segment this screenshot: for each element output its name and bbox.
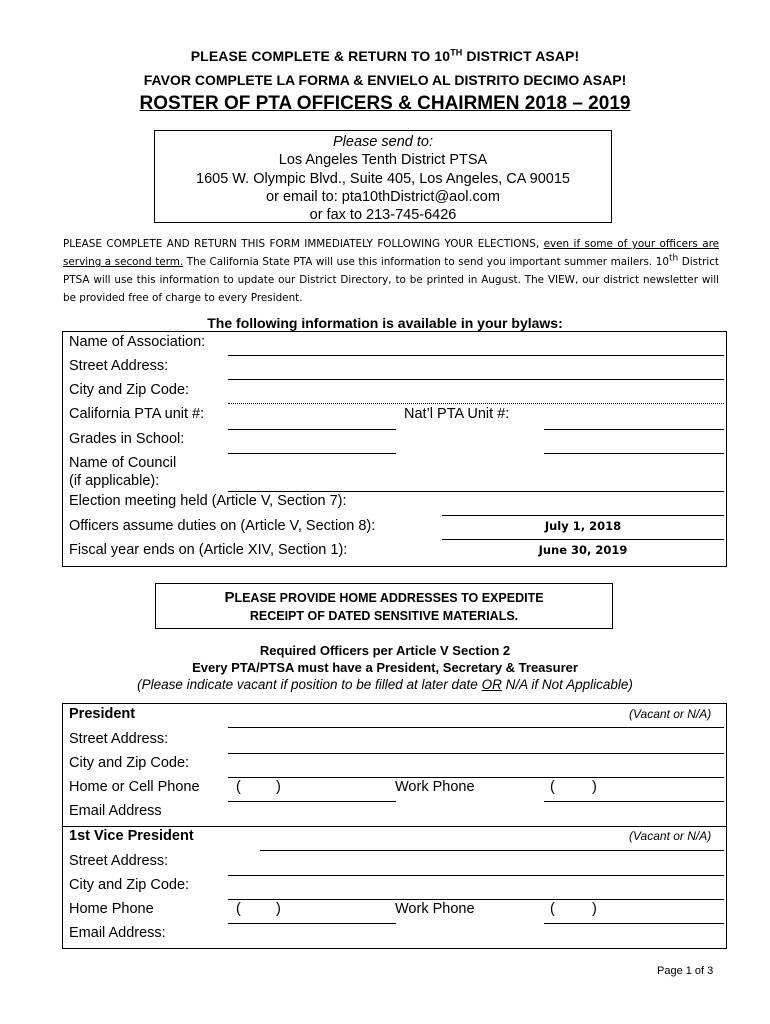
vice-president-work-phone-label: Work Phone bbox=[395, 901, 475, 917]
president-home-phone-field[interactable] bbox=[228, 801, 396, 802]
officer-divider bbox=[62, 826, 726, 827]
grades-label: Grades in School: bbox=[69, 431, 185, 447]
president-email-label: Email Address bbox=[69, 803, 162, 819]
council-field[interactable] bbox=[228, 491, 724, 492]
header-line-1: PLEASE COMPLETE & RETURN TO 10TH DISTRICT ASAP! bbox=[190, 47, 580, 64]
vice-president-street-field[interactable] bbox=[228, 875, 724, 876]
natl-pta-unit-label: Nat’l PTA Unit #: bbox=[404, 406, 510, 422]
send-to-box bbox=[154, 130, 612, 223]
instructions-emphasis: even if some of your officers are serving a second term. bbox=[63, 238, 720, 268]
vice-president-home-phone-open-paren: ( bbox=[236, 901, 241, 917]
president-work-phone-field[interactable] bbox=[544, 801, 724, 802]
required-officers-line-2: Every PTA/PTSA must have a President, Secretary & Treasurer bbox=[192, 660, 578, 675]
city-zip-label: City and Zip Code: bbox=[69, 382, 190, 398]
grades-field[interactable] bbox=[228, 453, 396, 454]
council-label-note: (if applicable): bbox=[69, 473, 160, 489]
fiscal-year-label: Fiscal year ends on (Article XIV, Section 1): bbox=[69, 542, 348, 558]
city-zip-field[interactable] bbox=[228, 403, 724, 404]
president-name-field[interactable] bbox=[228, 727, 724, 728]
president-city-field[interactable] bbox=[228, 777, 724, 778]
required-officers-note: (Please indicate vacant if position to be filled at later date OR N/A if Not Applicable) bbox=[137, 677, 633, 692]
send-to-org: Los Angeles Tenth District PTSA bbox=[278, 152, 488, 169]
natl-pta-unit-field[interactable] bbox=[544, 429, 724, 430]
vice-president-street-label: Street Address: bbox=[69, 853, 169, 869]
fiscal-year-value: June 30, 2019 bbox=[538, 543, 628, 557]
name-of-association-field[interactable] bbox=[228, 355, 724, 356]
president-home-phone-open-paren: ( bbox=[236, 779, 241, 795]
name-of-association-label: Name of Association: bbox=[69, 334, 206, 350]
home-address-notice: PLEASE PROVIDE HOME ADDRESSES TO EXPEDITE RECEIPT OF DATED SENSITIVE MATERIALS. bbox=[155, 583, 613, 629]
header-line-2: FAVOR COMPLETE LA FORMA & ENVIELO AL DISTRITO DECIMO ASAP! bbox=[143, 72, 627, 88]
vice-president-vacant-note: (Vacant or N/A) bbox=[629, 829, 712, 843]
president-street-field[interactable] bbox=[228, 753, 724, 754]
street-address-label: Street Address: bbox=[69, 358, 169, 374]
send-to-heading: Please send to: bbox=[333, 134, 433, 150]
president-vacant-note: (Vacant or N/A) bbox=[629, 707, 712, 721]
ca-pta-unit-field[interactable] bbox=[228, 429, 396, 430]
ca-pta-unit-label: California PTA unit #: bbox=[69, 406, 205, 422]
vice-president-home-phone-label: Home Phone bbox=[69, 901, 154, 917]
president-work-phone-label: Work Phone bbox=[395, 779, 475, 795]
street-address-field[interactable] bbox=[228, 379, 724, 380]
officers-assume-value: July 1, 2018 bbox=[544, 519, 622, 533]
president-title: President bbox=[69, 706, 136, 722]
vice-president-work-phone-field[interactable] bbox=[544, 923, 724, 924]
president-home-phone-close-paren: ) bbox=[276, 779, 281, 795]
vice-president-city-field[interactable] bbox=[228, 899, 724, 900]
send-to-fax: or fax to 213-745-6426 bbox=[309, 207, 457, 224]
vice-president-home-phone-close-paren: ) bbox=[276, 901, 281, 917]
president-city-label: City and Zip Code: bbox=[69, 755, 190, 771]
required-officers-line-1: Required Officers per Article V Section 2 bbox=[259, 643, 511, 658]
instructions-paragraph: PLEASE COMPLETE AND RETURN THIS FORM IMMEDIATELY FOLLOWING YOUR ELECTIONS, even if some of your officers are serving a second term. The California State PTA will use this information to send you important summer mailers. 10th District PTSA will use this information to update our District Directory, to be printed in August. The VIEW, our district newsletter will be provided free of charge to every President. bbox=[63, 238, 720, 304]
bylaws-heading: The following information is available in your bylaws: bbox=[207, 315, 563, 331]
vice-president-email-label: Email Address: bbox=[69, 925, 166, 941]
council-label: Name of Council bbox=[69, 455, 177, 471]
send-to-address: 1605 W. Olympic Blvd., Suite 405, Los Angeles, CA 90015 bbox=[196, 170, 570, 187]
vice-president-home-phone-field[interactable] bbox=[228, 923, 396, 924]
president-work-phone-close-paren: ) bbox=[592, 779, 597, 795]
grades-extra-field[interactable] bbox=[544, 453, 724, 454]
vice-president-name-field[interactable] bbox=[260, 850, 724, 851]
vice-president-city-label: City and Zip Code: bbox=[69, 877, 190, 893]
vice-president-work-phone-open-paren: ( bbox=[550, 901, 555, 917]
president-home-phone-label: Home or Cell Phone bbox=[69, 779, 200, 795]
officers-assume-label: Officers assume duties on (Article V, Section 8): bbox=[69, 518, 376, 534]
election-meeting-label: Election meeting held (Article V, Section 7): bbox=[69, 493, 347, 509]
president-street-label: Street Address: bbox=[69, 731, 169, 747]
page-number: Page 1 of 3 bbox=[657, 965, 714, 977]
election-meeting-field[interactable] bbox=[442, 515, 724, 516]
officers-assume-field[interactable] bbox=[442, 539, 724, 540]
vice-president-title: 1st Vice President bbox=[69, 828, 194, 844]
page-title: ROSTER OF PTA OFFICERS & CHAIRMEN 2018 – 2019 bbox=[139, 93, 631, 114]
president-work-phone-open-paren: ( bbox=[550, 779, 555, 795]
vice-president-work-phone-close-paren: ) bbox=[592, 901, 597, 917]
send-to-email: or email to: pta10thDistrict@aol.com bbox=[266, 188, 500, 205]
